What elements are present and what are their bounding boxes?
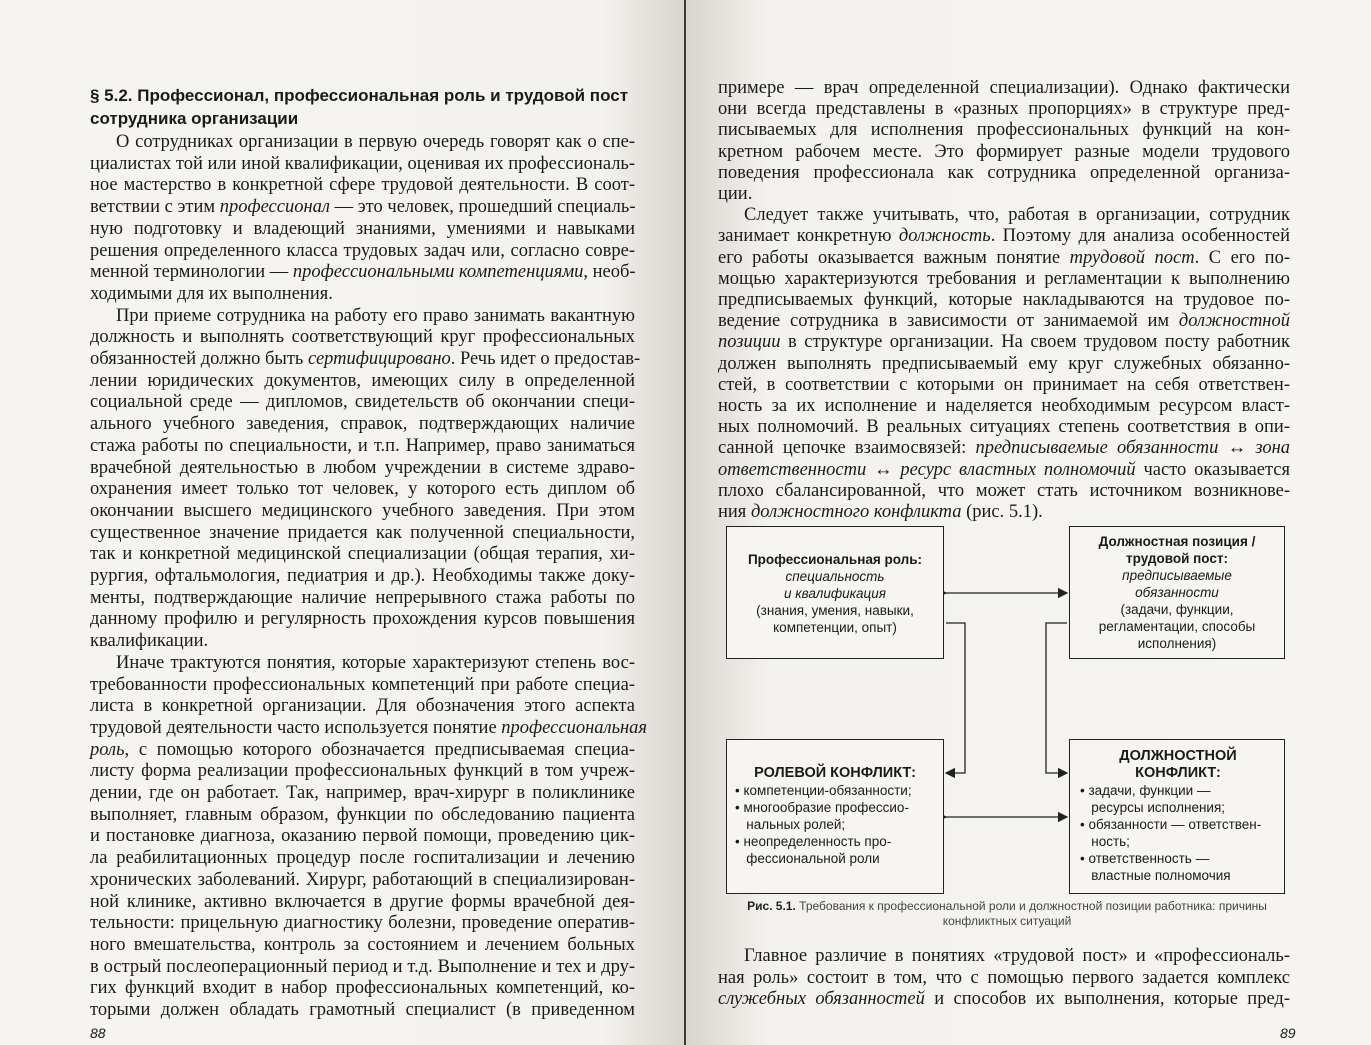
- text-line: торыми должен обладать грамотный специалист (в приведенном: [90, 1000, 635, 1020]
- caption-label: Рис. 5.1.: [747, 899, 796, 913]
- text-line: примере — врач определенной специализации). Однако фактически: [718, 78, 1290, 98]
- box-list-item: • компетенции-обязанности;: [735, 783, 912, 798]
- box-list-item: • задачи, функции —: [1080, 783, 1211, 798]
- text-line: Иначе трактуются понятия, которые характеризуют степень вос-: [116, 652, 635, 673]
- text-line: требованности профессиональных компетенций при работе специа-: [90, 674, 635, 695]
- box-title: трудовой пост:: [1126, 551, 1228, 566]
- box-professional-role: [726, 526, 944, 659]
- box-title: РОЛЕВОЙ КОНФЛИКТ:: [754, 765, 916, 781]
- text-line: решения определенного класса трудовых задач или, согласно совре-: [90, 240, 635, 261]
- box-job-conflict: [1069, 739, 1285, 894]
- text-line: Следует также учитывать, что, работая в организации, сотрудник: [744, 205, 1290, 226]
- text-line: тельности: прицельную диагностику болезни, проведение оператив-: [90, 913, 635, 934]
- text-line: писываемых для исполнения профессиональных функций на кон-: [718, 120, 1290, 141]
- box-list-item: • ответственность —: [1080, 851, 1210, 866]
- box-line: специальность: [785, 569, 885, 584]
- box-list-item: фессиональной роли: [735, 851, 880, 866]
- text-line: обязанностей должно быть сертифицировано. Речь идет о предостав-: [90, 349, 641, 369]
- text-line: должность и выполнять соответствующий круг профессиональных: [90, 327, 635, 348]
- text-line: поведения профессионала как сотрудника определенной организа-: [718, 162, 1290, 183]
- text-line: служебных обязанностей и способов их выполнения, которые пред-: [718, 989, 1291, 1009]
- box-line: предписываемые: [1122, 568, 1232, 583]
- text-line: врачебной деятельностью в любом учреждении в системе здраво-: [90, 457, 635, 478]
- text-line: в острый послеоперационный период и т.д. Выполнение и тех и дру-: [90, 956, 635, 977]
- text-line: санной цепочке взаимосвязей: предписываемые обязанности ↔ зона: [718, 438, 1290, 459]
- text-line: ного вмешательства, контроль за состоянием и лечением больных: [90, 934, 635, 955]
- box-line: исполнения): [1137, 636, 1217, 651]
- text-line: ла реабилитационных процедур после госпитализации и лечению: [90, 848, 635, 869]
- text-line: ных полномочий. В реальных ситуациях степень соответствия в опи-: [718, 417, 1290, 438]
- box-list-item: • обязанности — ответствен-: [1080, 817, 1262, 832]
- box-line: компетенции, опыт): [773, 620, 897, 635]
- text-line: ведение сотрудника в зависимости от занимаемой им должностной: [718, 311, 1290, 332]
- text-line: его работы оказывается важным понятие трудовой пост. С его по-: [718, 247, 1290, 268]
- box-list-item: ресурсы исполнения;: [1080, 800, 1226, 815]
- heading-line: § 5.2. Профессионал, профессиональная роль и трудовой пост: [90, 86, 629, 105]
- text-line: ность за их исполнение и наделяется необходимым ресурсом власт-: [718, 396, 1290, 416]
- text-line: ной клинике, активно включается в другие формы врачебной дея-: [90, 891, 635, 912]
- figure-caption: [727, 899, 1287, 929]
- heading-line: сотрудника организации: [90, 109, 299, 128]
- text-line: плохо сбалансированной, что может стать источником возникнове-: [718, 480, 1290, 501]
- text-line: ная роль» состоит в том, что с помощью первого задается комплекс: [718, 967, 1290, 988]
- page-number-left: 88: [90, 1025, 106, 1041]
- text-line: Главное различие в понятиях «трудовой пост» и «профессиональ-: [744, 946, 1290, 966]
- box-title: Профессиональная роль:: [747, 552, 923, 567]
- text-line: охранения имеет только тот человек, у которого есть диплом об: [90, 479, 635, 500]
- text-line: роль, с помощью которого обозначается предписываемая специа-: [90, 739, 635, 760]
- text-line: должен выполнять предписываемый ему круг служебных обязанно-: [718, 353, 1290, 374]
- text-line: лении юридических документов, имеющих силу в определенной: [90, 370, 635, 391]
- box-line: обязанности: [1135, 585, 1219, 600]
- text-line: они всегда представлены в «разных пропорциях» в структуре пред-: [718, 99, 1290, 120]
- text-line: ветствии с этим профессионал — это человек, прошедший специаль-: [90, 197, 636, 218]
- text-line: рургия, офтальмология, педиатрия и др.). Необходимы также доку-: [90, 566, 635, 586]
- text-line: ходимыми для их выполнения.: [90, 283, 333, 304]
- text-line: стажа работы по специальности, и т.п. Например, право заниматься: [90, 435, 635, 456]
- text-line: ное мастерство в конкретной сфере трудовой деятельности. В соот-: [90, 175, 635, 196]
- text-line: социальной среде — дипломов, свидетельств об окончании специ-: [90, 392, 635, 413]
- text-line: так и конкретной медицинской специализации (общая терапия, хи-: [90, 544, 635, 565]
- box-line: регламентации, способы: [1098, 619, 1256, 634]
- text-line: ния должностного конфликта (рис. 5.1).: [718, 502, 1043, 522]
- text-line: менной терминологии — профессиональными компетенциями, необ-: [90, 262, 636, 283]
- box-list-item: ность;: [1080, 834, 1130, 849]
- box-line: (знания, умения, навыки,: [756, 603, 914, 618]
- text-line: кретном рабочем месте. Это формирует разные модели трудового: [718, 141, 1290, 162]
- text-line: циалистах той или иной квалификации, оценивая их профессиональ-: [90, 153, 636, 174]
- box-list-item: нальных ролей;: [735, 817, 846, 832]
- text-line: ную подготовку и владеющий знаниями, умениями и навыками: [90, 218, 635, 239]
- page-number-right: 89: [1280, 1025, 1296, 1041]
- text-line: выполняет, главным образом, функции по обследованию пациента: [90, 804, 635, 825]
- arrow-role-to-roleconflict: [946, 623, 965, 773]
- text-line: квалификации.: [90, 631, 209, 652]
- text-line: и постановке диагноза, оказанию первой помощи, проведению цик-: [90, 826, 635, 847]
- text-line: листа в конкретной организации. Для обозначения этого аспекта: [90, 696, 635, 717]
- text-line: гих функций входит в набор профессиональных компетенций, ко-: [90, 978, 635, 999]
- box-title: ДОЛЖНОСТНОЙ: [1119, 748, 1237, 764]
- arrow-position-to-jobconflict: [1046, 623, 1067, 773]
- box-list-item: • многообразие профессио-: [735, 800, 909, 815]
- text-line: ального учебного заведения, справок, подтверждающих наличие: [90, 414, 635, 435]
- text-line: стей, в соответствии с которыми он принимает на себя ответствен-: [718, 374, 1290, 395]
- box-role-conflict: [726, 739, 944, 894]
- text-line: трудовой деятельности часто используется понятие профессиональная: [90, 717, 648, 738]
- text-line: данному профилю и регулярность прохождения курсов повышения: [90, 609, 635, 630]
- box-job-position: [1069, 526, 1285, 659]
- text-line: листу форма реализации профессиональных функций в том учреж-: [90, 761, 635, 782]
- text-line: окончании высшего медицинского учебного заведения. При этом: [90, 500, 635, 521]
- caption-text: Требования к профессиональной роли и должностной позиции работника: причины конфликтных ситуаций: [799, 899, 1267, 928]
- text-line: позиции в структуре организации. На своем трудовом посту работник: [718, 332, 1290, 353]
- text-line: мощью характеризуются требования и регламентации к выполнению: [718, 268, 1290, 289]
- text-line: ответственности ↔ ресурс властных полномочий часто оказывается: [718, 459, 1291, 480]
- box-line: и квалификация: [784, 586, 886, 601]
- box-title: Должностная позиция /: [1098, 534, 1256, 549]
- text-line: существенное значение придается как полученной специальности,: [90, 522, 635, 543]
- text-line: занимает конкретную должность. Поэтому для анализа особенностей: [718, 226, 1290, 247]
- text-line: ции.: [718, 184, 753, 204]
- box-line: (задачи, функции,: [1120, 602, 1234, 617]
- text-line: предписываемых функций, которые накладываются на трудовое по-: [718, 290, 1290, 310]
- text-line: О сотрудниках организации в первую очередь говорят как о спе-: [116, 132, 635, 152]
- text-line: менты, подтверждающие наличие непрерывного стажа работы по: [90, 587, 635, 608]
- box-title: КОНФЛИКТ:: [1135, 765, 1221, 781]
- box-list-item: • неопределенность про-: [735, 834, 892, 849]
- box-list-item: властные полномочия: [1080, 868, 1231, 883]
- text-line: При приеме сотрудника на работу его право занимать вакантную: [116, 305, 635, 326]
- text-line: дении, где он работает. Так, например, врач-хирург в поликлинике: [90, 783, 635, 803]
- text-line: хронических заболеваний. Хирург, работающий в специализирован-: [90, 869, 635, 890]
